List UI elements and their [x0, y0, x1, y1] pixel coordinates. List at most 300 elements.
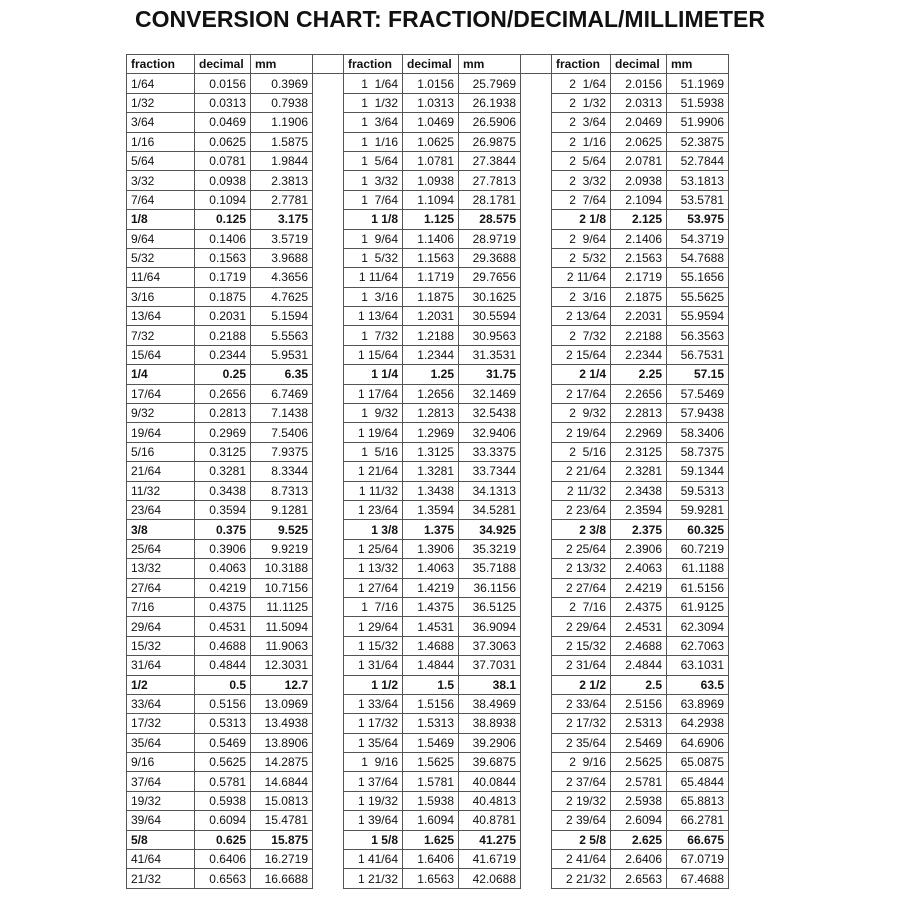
cell-fraction-whole-0: 3/16 [127, 287, 195, 306]
cell-mm-whole-1: 28.575 [459, 210, 521, 229]
cell-fraction-whole-1: 1 15/64 [344, 345, 403, 364]
cell-mm-whole-1: 32.5438 [459, 404, 521, 423]
table-row [127, 248, 729, 267]
column-spacer [313, 791, 344, 810]
column-spacer [313, 248, 344, 267]
cell-fraction-whole-0: 19/64 [127, 423, 195, 442]
cell-mm-whole-1: 42.0688 [459, 869, 521, 888]
cell-fraction-whole-2: 2 5/32 [552, 248, 611, 267]
column-spacer [521, 93, 552, 112]
column-spacer [313, 287, 344, 306]
cell-decimal-whole-0: 0.5625 [195, 753, 251, 772]
cell-mm-whole-1: 36.5125 [459, 597, 521, 616]
cell-decimal-whole-0: 0.0469 [195, 113, 251, 132]
column-spacer [521, 132, 552, 151]
cell-fraction-whole-1: 1 5/64 [344, 151, 403, 170]
column-spacer [521, 210, 552, 229]
cell-decimal-whole-1: 1.4375 [403, 597, 459, 616]
cell-mm-whole-1: 30.9563 [459, 326, 521, 345]
cell-decimal-whole-2: 2.2656 [611, 384, 667, 403]
cell-fraction-whole-0: 5/32 [127, 248, 195, 267]
cell-fraction-whole-0: 1/8 [127, 210, 195, 229]
column-spacer [521, 636, 552, 655]
table-row [127, 597, 729, 616]
cell-fraction-whole-1: 1 21/32 [344, 869, 403, 888]
cell-mm-whole-1: 25.7969 [459, 74, 521, 93]
cell-decimal-whole-2: 2.5156 [611, 694, 667, 713]
cell-fraction-whole-1: 1 17/32 [344, 714, 403, 733]
cell-fraction-whole-2: 2 27/64 [552, 578, 611, 597]
cell-mm-whole-1: 26.9875 [459, 132, 521, 151]
cell-mm-whole-1: 32.9406 [459, 423, 521, 442]
cell-decimal-whole-0: 0.6406 [195, 850, 251, 869]
cell-decimal-whole-1: 1.3906 [403, 539, 459, 558]
cell-decimal-whole-0: 0.3906 [195, 539, 251, 558]
cell-mm-whole-1: 28.9719 [459, 229, 521, 248]
cell-fraction-whole-2: 2 17/64 [552, 384, 611, 403]
cell-mm-whole-0: 3.9688 [251, 248, 313, 267]
cell-fraction-whole-1: 1 3/16 [344, 287, 403, 306]
cell-fraction-whole-1: 1 23/64 [344, 500, 403, 519]
cell-mm-whole-2: 57.5469 [667, 384, 729, 403]
cell-fraction-whole-2: 2 31/64 [552, 656, 611, 675]
column-spacer [313, 617, 344, 636]
column-spacer [521, 423, 552, 442]
column-spacer [521, 578, 552, 597]
column-spacer [521, 229, 552, 248]
cell-fraction-whole-2: 2 1/2 [552, 675, 611, 694]
cell-fraction-whole-1: 1 3/32 [344, 171, 403, 190]
cell-mm-whole-2: 54.7688 [667, 248, 729, 267]
cell-fraction-whole-2: 2 3/64 [552, 113, 611, 132]
cell-fraction-whole-0: 11/64 [127, 268, 195, 287]
cell-fraction-whole-2: 2 3/32 [552, 171, 611, 190]
column-spacer [313, 500, 344, 519]
table-row [127, 423, 729, 442]
table-row [127, 656, 729, 675]
cell-decimal-whole-1: 1.3281 [403, 462, 459, 481]
column-spacer [521, 151, 552, 170]
table-row [127, 500, 729, 519]
cell-decimal-whole-1: 1.1719 [403, 268, 459, 287]
cell-fraction-whole-0: 17/32 [127, 714, 195, 733]
cell-decimal-whole-1: 1.2188 [403, 326, 459, 345]
column-spacer [521, 850, 552, 869]
column-spacer [313, 520, 344, 539]
cell-decimal-whole-2: 2.4375 [611, 597, 667, 616]
cell-fraction-whole-0: 11/32 [127, 481, 195, 500]
cell-decimal-whole-2: 2.6406 [611, 850, 667, 869]
cell-decimal-whole-1: 1.3438 [403, 481, 459, 500]
column-spacer [313, 733, 344, 752]
cell-mm-whole-0: 11.9063 [251, 636, 313, 655]
cell-decimal-whole-0: 0.5313 [195, 714, 251, 733]
cell-mm-whole-1: 41.275 [459, 830, 521, 849]
cell-decimal-whole-2: 2.5625 [611, 753, 667, 772]
cell-fraction-whole-1: 1 7/32 [344, 326, 403, 345]
cell-mm-whole-0: 7.9375 [251, 442, 313, 461]
cell-fraction-whole-2: 2 19/64 [552, 423, 611, 442]
cell-mm-whole-2: 66.675 [667, 830, 729, 849]
cell-decimal-whole-2: 2.0781 [611, 151, 667, 170]
col-header-mm: mm [667, 55, 729, 74]
cell-mm-whole-0: 15.875 [251, 830, 313, 849]
cell-decimal-whole-1: 1.4219 [403, 578, 459, 597]
cell-mm-whole-1: 33.7344 [459, 462, 521, 481]
cell-decimal-whole-1: 1.6406 [403, 850, 459, 869]
cell-fraction-whole-0: 9/32 [127, 404, 195, 423]
column-spacer [313, 229, 344, 248]
table-row [127, 791, 729, 810]
cell-fraction-whole-1: 1 31/64 [344, 656, 403, 675]
cell-decimal-whole-2: 2.6563 [611, 869, 667, 888]
cell-mm-whole-2: 52.7844 [667, 151, 729, 170]
cell-mm-whole-0: 7.5406 [251, 423, 313, 442]
cell-decimal-whole-2: 2.0156 [611, 74, 667, 93]
cell-mm-whole-1: 26.1938 [459, 93, 521, 112]
column-spacer [521, 171, 552, 190]
cell-decimal-whole-2: 2.4063 [611, 559, 667, 578]
cell-fraction-whole-1: 1 1/16 [344, 132, 403, 151]
cell-decimal-whole-1: 1.6094 [403, 811, 459, 830]
cell-mm-whole-0: 6.7469 [251, 384, 313, 403]
column-spacer [313, 55, 344, 74]
cell-decimal-whole-1: 1.375 [403, 520, 459, 539]
table-row [127, 287, 729, 306]
cell-fraction-whole-1: 1 27/64 [344, 578, 403, 597]
column-spacer [521, 656, 552, 675]
cell-decimal-whole-1: 1.0625 [403, 132, 459, 151]
cell-mm-whole-2: 61.5156 [667, 578, 729, 597]
cell-decimal-whole-0: 0.5469 [195, 733, 251, 752]
cell-decimal-whole-2: 2.4531 [611, 617, 667, 636]
cell-mm-whole-1: 26.5906 [459, 113, 521, 132]
cell-decimal-whole-1: 1.2031 [403, 307, 459, 326]
cell-decimal-whole-0: 0.2188 [195, 326, 251, 345]
cell-decimal-whole-1: 1.2969 [403, 423, 459, 442]
cell-mm-whole-2: 59.5313 [667, 481, 729, 500]
column-spacer [313, 74, 344, 93]
cell-fraction-whole-2: 2 5/16 [552, 442, 611, 461]
cell-decimal-whole-1: 1.5156 [403, 694, 459, 713]
cell-decimal-whole-1: 1.2813 [403, 404, 459, 423]
column-spacer [521, 404, 552, 423]
cell-fraction-whole-1: 1 3/8 [344, 520, 403, 539]
column-spacer [313, 578, 344, 597]
cell-decimal-whole-0: 0.4844 [195, 656, 251, 675]
table-row [127, 326, 729, 345]
cell-decimal-whole-1: 1.5 [403, 675, 459, 694]
cell-decimal-whole-2: 2.2031 [611, 307, 667, 326]
cell-mm-whole-0: 10.3188 [251, 559, 313, 578]
table-row [127, 850, 729, 869]
cell-fraction-whole-0: 1/32 [127, 93, 195, 112]
cell-decimal-whole-0: 0.5156 [195, 694, 251, 713]
cell-mm-whole-0: 3.5719 [251, 229, 313, 248]
column-spacer [313, 753, 344, 772]
table-body [127, 74, 729, 888]
column-spacer [521, 462, 552, 481]
cell-mm-whole-1: 27.7813 [459, 171, 521, 190]
column-spacer [313, 442, 344, 461]
column-spacer [521, 55, 552, 74]
cell-decimal-whole-1: 1.2344 [403, 345, 459, 364]
cell-fraction-whole-2: 2 41/64 [552, 850, 611, 869]
cell-mm-whole-1: 37.7031 [459, 656, 521, 675]
cell-fraction-whole-1: 1 29/64 [344, 617, 403, 636]
cell-fraction-whole-2: 2 7/64 [552, 190, 611, 209]
column-spacer [521, 481, 552, 500]
column-spacer [313, 656, 344, 675]
cell-fraction-whole-0: 5/16 [127, 442, 195, 461]
table-row [127, 520, 729, 539]
cell-fraction-whole-2: 2 1/4 [552, 365, 611, 384]
cell-fraction-whole-0: 31/64 [127, 656, 195, 675]
cell-mm-whole-1: 40.4813 [459, 791, 521, 810]
column-spacer [313, 597, 344, 616]
cell-mm-whole-2: 67.0719 [667, 850, 729, 869]
cell-fraction-whole-0: 9/64 [127, 229, 195, 248]
cell-mm-whole-2: 65.4844 [667, 772, 729, 791]
cell-decimal-whole-2: 2.5938 [611, 791, 667, 810]
col-header-decimal: decimal [403, 55, 459, 74]
cell-mm-whole-1: 34.1313 [459, 481, 521, 500]
cell-fraction-whole-2: 2 9/32 [552, 404, 611, 423]
cell-decimal-whole-1: 1.4844 [403, 656, 459, 675]
cell-fraction-whole-2: 2 17/32 [552, 714, 611, 733]
cell-decimal-whole-0: 0.375 [195, 520, 251, 539]
cell-mm-whole-0: 16.2719 [251, 850, 313, 869]
cell-fraction-whole-1: 1 13/64 [344, 307, 403, 326]
cell-fraction-whole-0: 3/32 [127, 171, 195, 190]
cell-mm-whole-1: 31.3531 [459, 345, 521, 364]
cell-mm-whole-1: 27.3844 [459, 151, 521, 170]
cell-mm-whole-1: 38.1 [459, 675, 521, 694]
cell-mm-whole-2: 59.1344 [667, 462, 729, 481]
cell-fraction-whole-1: 1 1/4 [344, 365, 403, 384]
cell-decimal-whole-0: 0.625 [195, 830, 251, 849]
cell-fraction-whole-0: 41/64 [127, 850, 195, 869]
cell-decimal-whole-2: 2.3125 [611, 442, 667, 461]
cell-fraction-whole-1: 1 5/32 [344, 248, 403, 267]
table-row [127, 559, 729, 578]
table-row [127, 753, 729, 772]
col-header-mm: mm [459, 55, 521, 74]
column-spacer [313, 151, 344, 170]
cell-fraction-whole-0: 7/32 [127, 326, 195, 345]
cell-decimal-whole-2: 2.5 [611, 675, 667, 694]
cell-fraction-whole-0: 19/32 [127, 791, 195, 810]
cell-fraction-whole-0: 1/16 [127, 132, 195, 151]
cell-mm-whole-0: 9.525 [251, 520, 313, 539]
cell-decimal-whole-0: 0.6094 [195, 811, 251, 830]
cell-fraction-whole-2: 2 21/32 [552, 869, 611, 888]
cell-mm-whole-1: 40.0844 [459, 772, 521, 791]
cell-fraction-whole-0: 5/64 [127, 151, 195, 170]
column-spacer [313, 93, 344, 112]
cell-fraction-whole-0: 25/64 [127, 539, 195, 558]
column-spacer [313, 210, 344, 229]
cell-mm-whole-2: 55.1656 [667, 268, 729, 287]
cell-fraction-whole-0: 5/8 [127, 830, 195, 849]
cell-fraction-whole-2: 2 5/8 [552, 830, 611, 849]
cell-fraction-whole-1: 1 41/64 [344, 850, 403, 869]
cell-mm-whole-0: 13.0969 [251, 694, 313, 713]
cell-mm-whole-2: 54.3719 [667, 229, 729, 248]
cell-fraction-whole-0: 33/64 [127, 694, 195, 713]
cell-mm-whole-0: 5.1594 [251, 307, 313, 326]
cell-mm-whole-1: 39.6875 [459, 753, 521, 772]
header-row [127, 55, 729, 74]
cell-mm-whole-2: 51.1969 [667, 74, 729, 93]
cell-decimal-whole-0: 0.1406 [195, 229, 251, 248]
column-spacer [313, 365, 344, 384]
cell-decimal-whole-1: 1.5938 [403, 791, 459, 810]
cell-decimal-whole-0: 0.6563 [195, 869, 251, 888]
cell-fraction-whole-1: 1 33/64 [344, 694, 403, 713]
cell-fraction-whole-2: 2 9/64 [552, 229, 611, 248]
cell-fraction-whole-0: 15/32 [127, 636, 195, 655]
column-spacer [521, 559, 552, 578]
cell-decimal-whole-0: 0.25 [195, 365, 251, 384]
cell-fraction-whole-2: 2 7/32 [552, 326, 611, 345]
cell-fraction-whole-2: 2 39/64 [552, 811, 611, 830]
cell-fraction-whole-1: 1 1/32 [344, 93, 403, 112]
cell-decimal-whole-0: 0.1094 [195, 190, 251, 209]
table-row [127, 384, 729, 403]
cell-fraction-whole-2: 2 13/64 [552, 307, 611, 326]
table-row [127, 171, 729, 190]
cell-decimal-whole-2: 2.0469 [611, 113, 667, 132]
cell-mm-whole-2: 66.2781 [667, 811, 729, 830]
cell-mm-whole-1: 31.75 [459, 365, 521, 384]
table-row [127, 617, 729, 636]
cell-mm-whole-0: 5.9531 [251, 345, 313, 364]
column-spacer [521, 811, 552, 830]
cell-mm-whole-0: 13.4938 [251, 714, 313, 733]
cell-mm-whole-2: 56.7531 [667, 345, 729, 364]
cell-fraction-whole-1: 1 17/64 [344, 384, 403, 403]
cell-fraction-whole-1: 1 19/64 [344, 423, 403, 442]
column-spacer [521, 248, 552, 267]
cell-mm-whole-2: 55.9594 [667, 307, 729, 326]
cell-fraction-whole-1: 1 21/64 [344, 462, 403, 481]
cell-mm-whole-1: 37.3063 [459, 636, 521, 655]
cell-decimal-whole-1: 1.0781 [403, 151, 459, 170]
cell-fraction-whole-0: 35/64 [127, 733, 195, 752]
cell-decimal-whole-2: 2.5313 [611, 714, 667, 733]
cell-fraction-whole-2: 2 1/16 [552, 132, 611, 151]
cell-mm-whole-2: 51.5938 [667, 93, 729, 112]
col-header-fraction: fraction [552, 55, 611, 74]
cell-fraction-whole-1: 1 1/2 [344, 675, 403, 694]
table-row [127, 869, 729, 888]
cell-mm-whole-2: 55.5625 [667, 287, 729, 306]
cell-mm-whole-2: 59.9281 [667, 500, 729, 519]
cell-decimal-whole-1: 1.3125 [403, 442, 459, 461]
cell-decimal-whole-1: 1.125 [403, 210, 459, 229]
cell-decimal-whole-2: 2.0625 [611, 132, 667, 151]
cell-fraction-whole-0: 3/8 [127, 520, 195, 539]
cell-mm-whole-1: 41.6719 [459, 850, 521, 869]
conversion-table [126, 54, 729, 889]
table-row [127, 694, 729, 713]
column-spacer [521, 74, 552, 93]
cell-mm-whole-0: 11.1125 [251, 597, 313, 616]
cell-decimal-whole-2: 2.4688 [611, 636, 667, 655]
cell-decimal-whole-0: 0.0938 [195, 171, 251, 190]
cell-decimal-whole-1: 1.0469 [403, 113, 459, 132]
column-spacer [521, 442, 552, 461]
column-spacer [521, 500, 552, 519]
cell-mm-whole-0: 4.3656 [251, 268, 313, 287]
column-spacer [521, 520, 552, 539]
cell-decimal-whole-0: 0.3594 [195, 500, 251, 519]
cell-mm-whole-2: 64.2938 [667, 714, 729, 733]
cell-mm-whole-0: 0.7938 [251, 93, 313, 112]
col-header-decimal: decimal [195, 55, 251, 74]
column-spacer [313, 423, 344, 442]
column-spacer [521, 830, 552, 849]
column-spacer [521, 345, 552, 364]
cell-decimal-whole-2: 2.4844 [611, 656, 667, 675]
cell-mm-whole-2: 51.9906 [667, 113, 729, 132]
cell-fraction-whole-1: 1 37/64 [344, 772, 403, 791]
cell-fraction-whole-0: 39/64 [127, 811, 195, 830]
cell-fraction-whole-2: 2 7/16 [552, 597, 611, 616]
cell-decimal-whole-0: 0.4375 [195, 597, 251, 616]
cell-mm-whole-0: 9.9219 [251, 539, 313, 558]
cell-mm-whole-2: 58.3406 [667, 423, 729, 442]
column-spacer [521, 190, 552, 209]
cell-decimal-whole-1: 1.1094 [403, 190, 459, 209]
cell-decimal-whole-2: 2.125 [611, 210, 667, 229]
cell-fraction-whole-2: 2 3/16 [552, 287, 611, 306]
cell-decimal-whole-1: 1.4688 [403, 636, 459, 655]
column-spacer [313, 268, 344, 287]
column-spacer [521, 791, 552, 810]
column-spacer [313, 384, 344, 403]
cell-fraction-whole-1: 1 7/16 [344, 597, 403, 616]
column-spacer [313, 714, 344, 733]
cell-mm-whole-1: 28.1781 [459, 190, 521, 209]
cell-fraction-whole-1: 1 39/64 [344, 811, 403, 830]
cell-fraction-whole-2: 2 37/64 [552, 772, 611, 791]
cell-fraction-whole-1: 1 1/8 [344, 210, 403, 229]
cell-fraction-whole-0: 1/64 [127, 74, 195, 93]
cell-fraction-whole-2: 2 19/32 [552, 791, 611, 810]
table-row [127, 74, 729, 93]
cell-decimal-whole-2: 2.1406 [611, 229, 667, 248]
cell-mm-whole-2: 62.3094 [667, 617, 729, 636]
table-row [127, 190, 729, 209]
table-row [127, 772, 729, 791]
cell-decimal-whole-2: 2.2344 [611, 345, 667, 364]
cell-mm-whole-2: 52.3875 [667, 132, 729, 151]
column-spacer [313, 113, 344, 132]
cell-decimal-whole-0: 0.4063 [195, 559, 251, 578]
column-spacer [313, 850, 344, 869]
column-spacer [521, 675, 552, 694]
cell-mm-whole-0: 1.5875 [251, 132, 313, 151]
cell-mm-whole-2: 58.7375 [667, 442, 729, 461]
column-spacer [313, 811, 344, 830]
cell-mm-whole-0: 12.3031 [251, 656, 313, 675]
cell-mm-whole-1: 29.3688 [459, 248, 521, 267]
cell-decimal-whole-1: 1.4063 [403, 559, 459, 578]
cell-fraction-whole-0: 21/64 [127, 462, 195, 481]
cell-fraction-whole-0: 3/64 [127, 113, 195, 132]
